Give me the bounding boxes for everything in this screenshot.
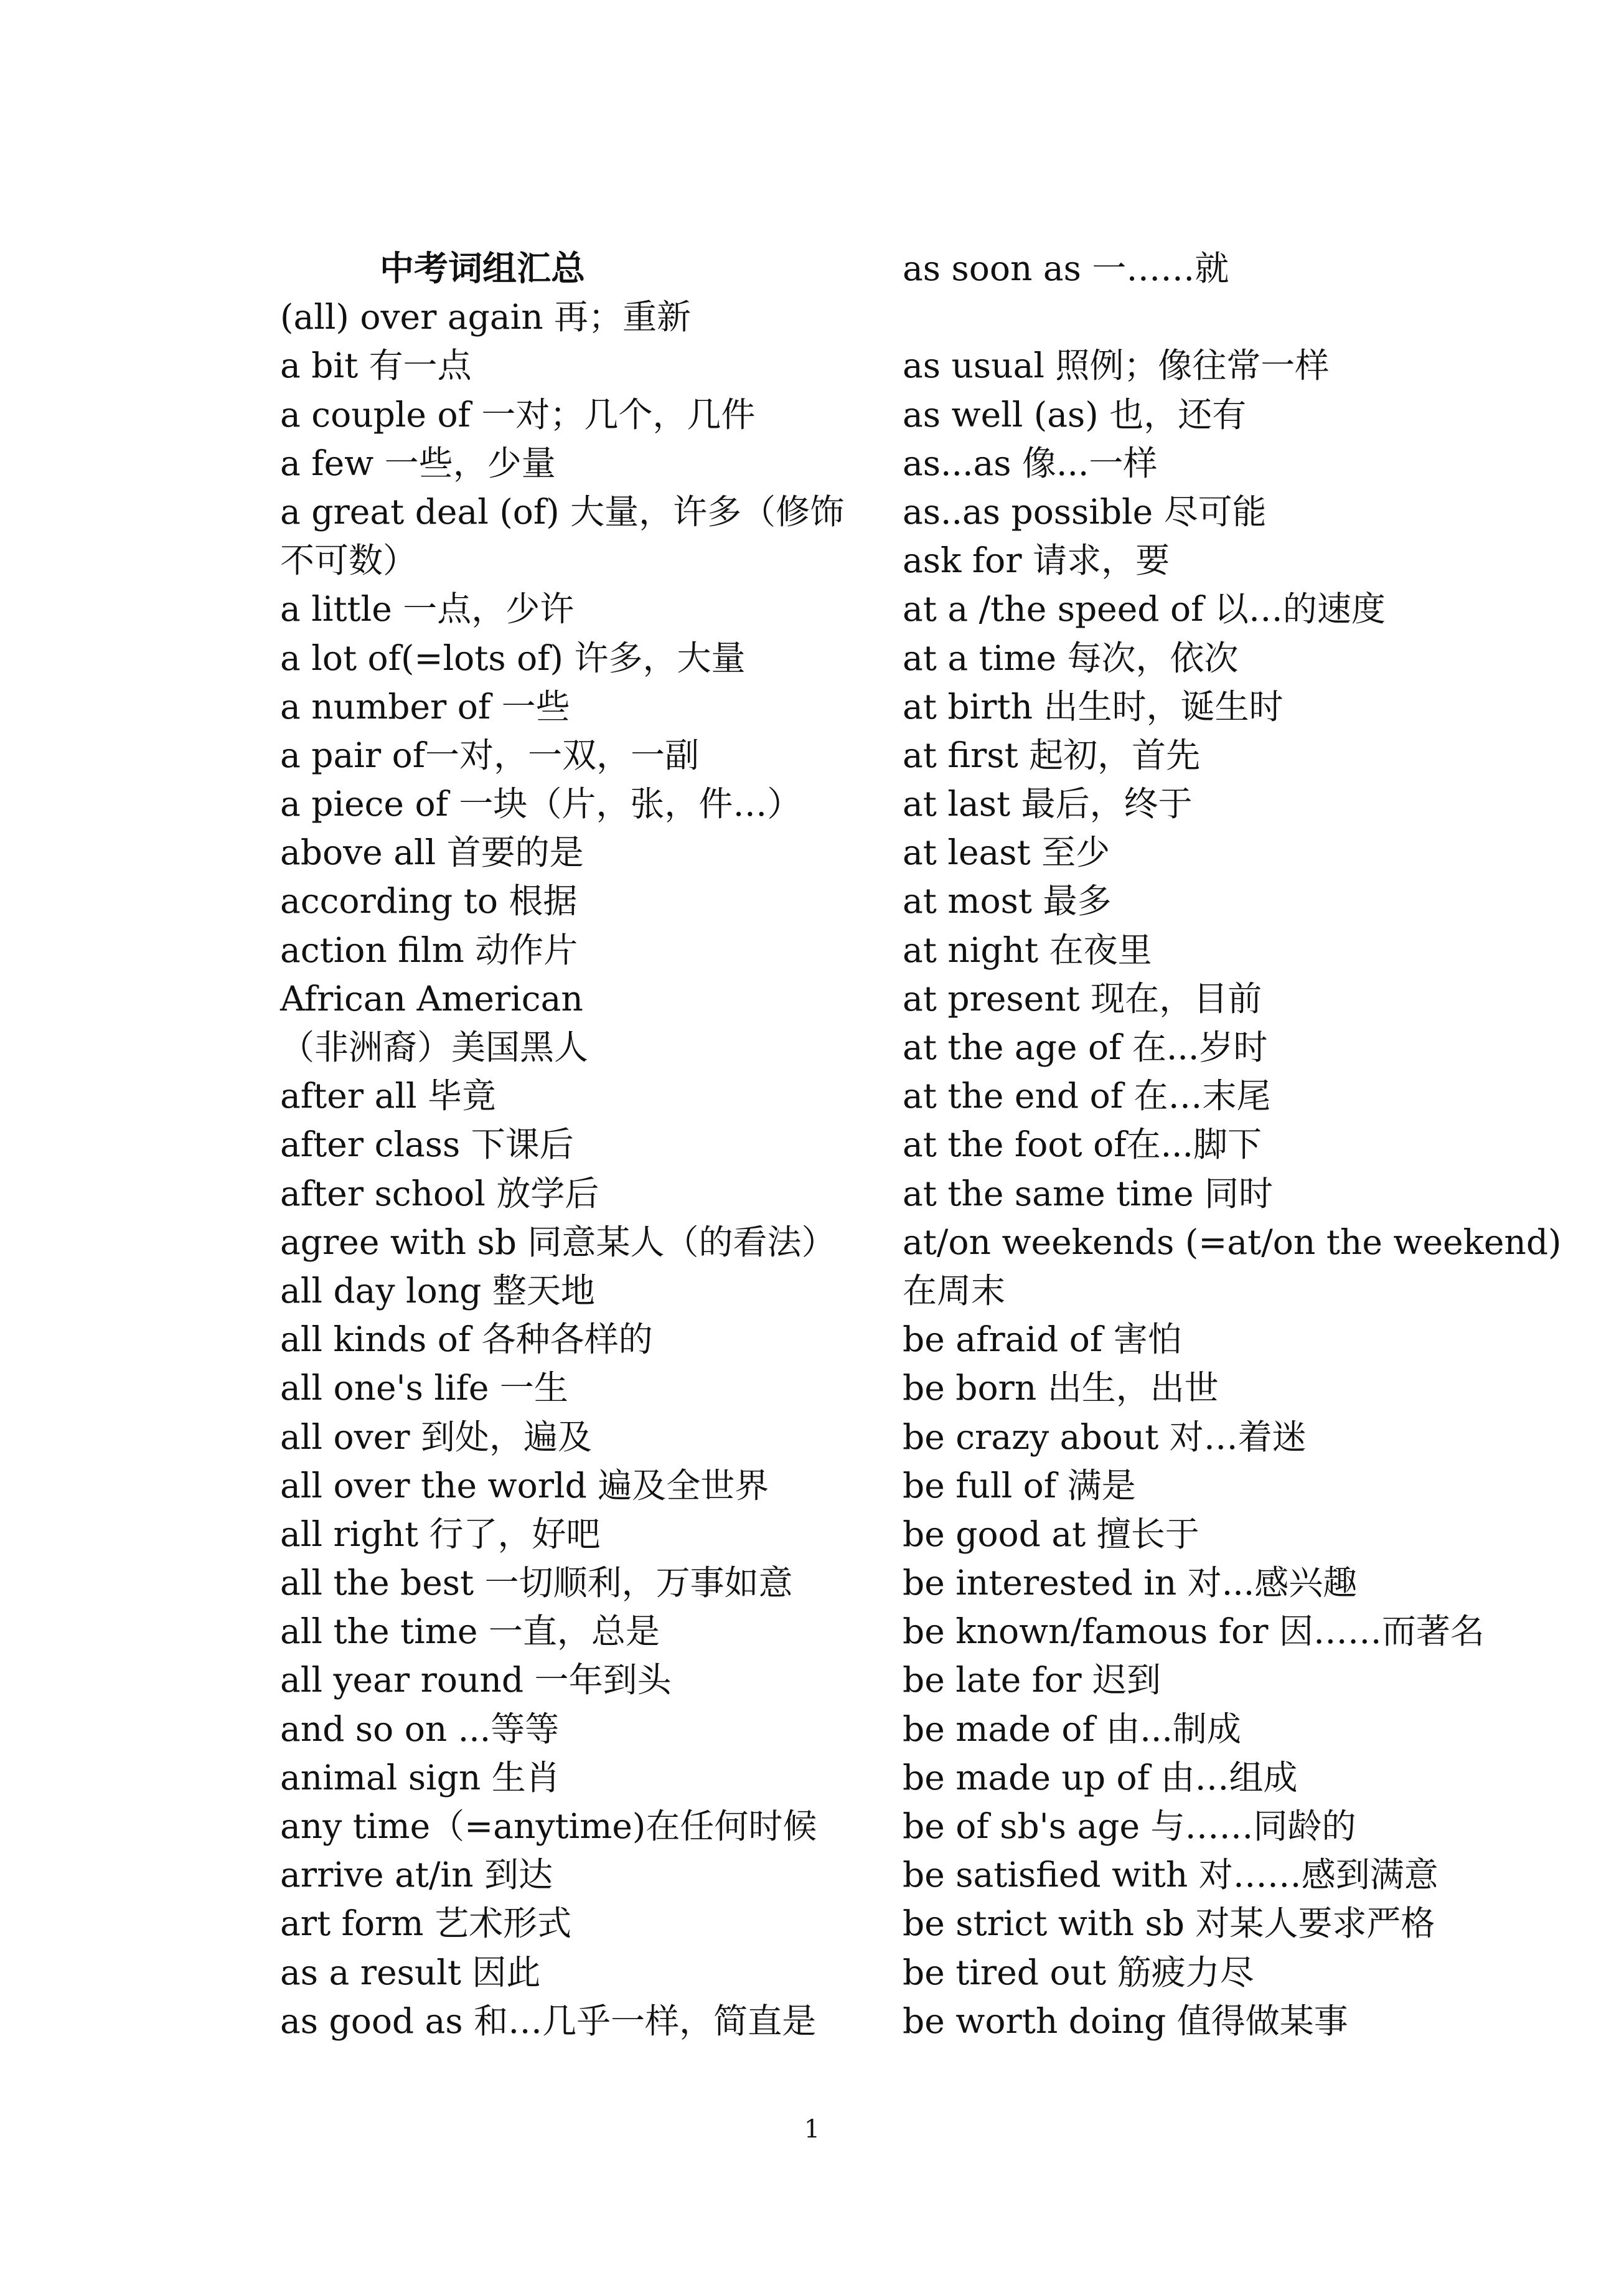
page-title: 中考词组汇总 bbox=[379, 248, 585, 288]
phrase-line: as soon as 一……就 bbox=[903, 248, 1229, 288]
phrase-line: at least 至少 bbox=[903, 832, 1110, 873]
phrase-line: as..as possible 尽可能 bbox=[903, 491, 1267, 532]
phrase-line: at a /the speed of 以…的速度 bbox=[903, 589, 1386, 629]
phrase-line: 不可数） bbox=[280, 540, 418, 581]
phrase-line: be known/famous for 因……而著名 bbox=[903, 1611, 1485, 1652]
phrase-line: at most 最多 bbox=[903, 881, 1112, 921]
phrase-line: at the end of 在…末尾 bbox=[903, 1076, 1271, 1116]
phrase-line: at first 起初，首先 bbox=[903, 735, 1201, 775]
phrase-line: after all 毕竟 bbox=[280, 1076, 497, 1116]
phrase-line: a couple of 一对；几个，几件 bbox=[280, 394, 756, 435]
right-column bbox=[903, 244, 1562, 2045]
phrase-line: a few 一些，少量 bbox=[280, 443, 556, 483]
phrase-line: all over 到处，遍及 bbox=[280, 1416, 592, 1457]
phrase-line: a little 一点，少许 bbox=[280, 589, 575, 629]
phrase-line: be made of 由...制成 bbox=[903, 1708, 1241, 1749]
phrase-line: be of sb's age 与……同龄的 bbox=[903, 1806, 1356, 1846]
phrase-line: all over the world 遍及全世界 bbox=[280, 1465, 769, 1506]
phrase-line: at present 现在，目前 bbox=[903, 978, 1262, 1019]
phrase-line: animal sign 生肖 bbox=[280, 1757, 560, 1798]
left-column bbox=[280, 244, 853, 2045]
phrase-line: be strict with sb 对某人要求严格 bbox=[903, 1903, 1435, 1944]
phrase-line: a great deal (of) 大量，许多（修饰 bbox=[280, 491, 845, 532]
phrase-line: at last 最后，终于 bbox=[903, 784, 1193, 824]
phrase-line: as...as 像...一样 bbox=[903, 443, 1158, 483]
phrase-line: 在周末 bbox=[903, 1270, 1006, 1311]
phrase-line: a pair of一对，一双，一副 bbox=[280, 735, 700, 775]
phrase-line: be made up of 由…组成 bbox=[903, 1757, 1298, 1798]
phrase-line: as well (as) 也，还有 bbox=[903, 394, 1247, 435]
phrase-line: according to 根据 bbox=[280, 881, 578, 921]
phrase-line: any time（=anytime)在任何时候 bbox=[280, 1806, 817, 1846]
phrase-line: at night 在夜里 bbox=[903, 930, 1152, 970]
phrase-line: all right 行了，好吧 bbox=[280, 1514, 601, 1554]
phrase-line: be crazy about 对…着迷 bbox=[903, 1416, 1307, 1457]
phrase-line: a bit 有一点 bbox=[280, 346, 472, 386]
phrase-line: (all) over again 再；重新 bbox=[280, 297, 692, 337]
phrase-line: and so on ...等等 bbox=[280, 1708, 560, 1749]
phrase-line: at/on weekends (=at/on the weekend) bbox=[903, 1222, 1562, 1262]
phrase-line: after class 下课后 bbox=[280, 1124, 574, 1165]
page-number: 1 bbox=[804, 2115, 820, 2144]
phrase-line: be full of 满是 bbox=[903, 1465, 1136, 1506]
phrase-line: be worth doing 值得做某事 bbox=[903, 2000, 1348, 2041]
phrase-line bbox=[903, 293, 1494, 341]
phrase-line: at the foot of在...脚下 bbox=[903, 1124, 1262, 1165]
phrase-line: at birth 出生时，诞生时 bbox=[903, 686, 1284, 727]
phrase-line: a number of 一些 bbox=[280, 686, 570, 727]
phrase-line: be good at 擅长于 bbox=[903, 1514, 1199, 1554]
phrase-line: African American bbox=[280, 978, 583, 1019]
phrase-line: be afraid of 害怕 bbox=[903, 1319, 1182, 1360]
phrase-line: action film 动作片 bbox=[280, 930, 578, 970]
phrase-line: a lot of(=lots of) 许多，大量 bbox=[280, 638, 746, 678]
phrase-line: be late for 迟到 bbox=[903, 1660, 1161, 1700]
phrase-line: at the age of 在...岁时 bbox=[903, 1027, 1268, 1067]
phrase-line: be tired out 筋疲力尽 bbox=[903, 1952, 1254, 1992]
phrase-line: agree with sb 同意某人（的看法） bbox=[280, 1222, 836, 1262]
phrase-line: all day long 整天地 bbox=[280, 1270, 595, 1311]
phrase-line: arrive at/in 到达 bbox=[280, 1855, 553, 1895]
phrase-line: at a time 每次，依次 bbox=[903, 638, 1239, 678]
phrase-line: as good as 和…几乎一样，简直是 bbox=[280, 2000, 817, 2041]
phrase-line: as usual 照例；像往常一样 bbox=[903, 346, 1330, 386]
phrase-line: all the best 一切顺利，万事如意 bbox=[280, 1563, 793, 1603]
phrase-line: （非洲裔）美国黑人 bbox=[280, 1027, 589, 1067]
phrase-line: all the time 一直，总是 bbox=[280, 1611, 660, 1652]
phrase-line: after school 放学后 bbox=[280, 1173, 599, 1213]
phrase-line: a piece of 一块（片，张，件…） bbox=[280, 784, 802, 824]
phrase-line: above all 首要的是 bbox=[280, 832, 584, 873]
phrase-line: all kinds of 各种各样的 bbox=[280, 1319, 653, 1360]
phrase-line: be satisfied with 对……感到满意 bbox=[903, 1855, 1439, 1895]
phrase-line: be interested in 对...感兴趣 bbox=[903, 1563, 1358, 1603]
phrase-line: all year round 一年到头 bbox=[280, 1660, 672, 1700]
phrase-line: be born 出生，出世 bbox=[903, 1368, 1219, 1408]
phrase-line: at the same time 同时 bbox=[903, 1173, 1274, 1213]
phrase-line: as a result 因此 bbox=[280, 1952, 541, 1992]
phrase-line: all one's life 一生 bbox=[280, 1368, 568, 1408]
phrase-line: art form 艺术形式 bbox=[280, 1903, 572, 1944]
phrase-line: ask for 请求，要 bbox=[903, 540, 1170, 581]
